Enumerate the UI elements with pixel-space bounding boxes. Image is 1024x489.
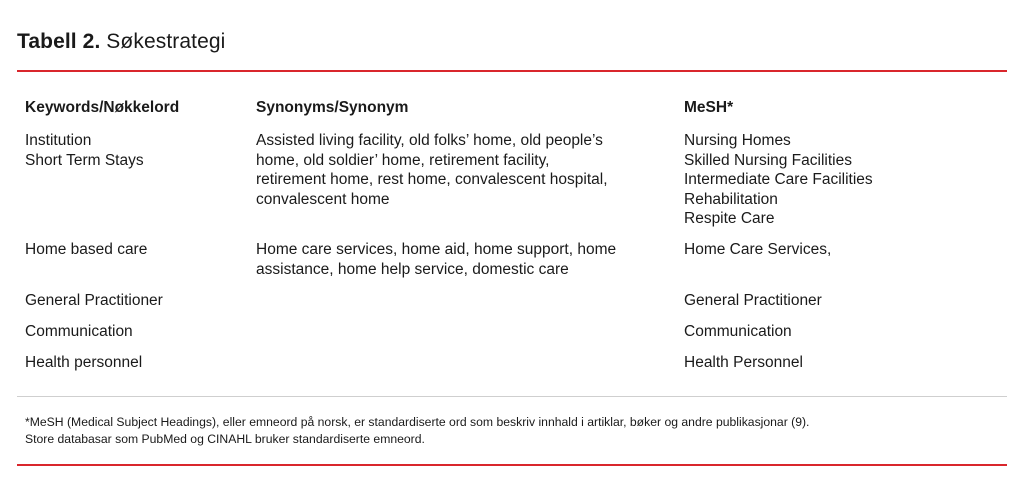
table-row-4-keywords [25,322,245,342]
cell-text: convalescent home [256,190,390,208]
cell-text: assistance, home help service, domestic care [256,260,569,278]
top-divider [17,70,1007,72]
table-row-3-mesh [684,291,984,311]
cell-text: home, old soldier’ home, retirement facility, [256,151,550,169]
cell-text: Home based care [25,241,148,258]
footnote-line: Store databasar som PubMed og CINAHL bruker standardiserte emneord. [25,432,425,446]
table-row-2-keywords [25,240,245,260]
footnote-divider [17,396,1007,397]
cell-text: Communication [25,323,133,340]
cell-text: Rehabilitation [684,190,778,208]
table-footnote [25,414,809,448]
cell-text: Institution [25,132,92,149]
cell-text: retirement home, rest home, convalescent hospital, [256,171,608,188]
table-row-2-synonyms [256,240,666,279]
footnote-line: *MeSH (Medical Subject Headings), eller emneord på norsk, er standardiserte ord som beskriv innhald i artiklar, bøker og andre publikasjonar (9). [25,415,810,429]
table-row-1-keywords [25,131,245,170]
header-keywords: Keywords/Nøkkelord [25,99,180,116]
bottom-divider [17,464,1007,466]
table-row-1-synonyms [256,131,666,209]
cell-text: Respite Care [684,210,775,227]
table-caption: Søkestrategi [100,30,226,53]
cell-text: Health personnel [25,354,143,371]
cell-text: Short Term Stays [25,151,144,169]
table-row-2-mesh [684,240,984,260]
table-row-1-mesh [684,131,984,229]
cell-text: Nursing Homes [684,132,791,149]
cell-text: Home care services, home aid, home support, home [256,241,617,258]
table-row-5-keywords [25,353,245,373]
cell-text: Skilled Nursing Facilities [684,151,852,169]
cell-text: Intermediate Care Facilities [684,171,873,188]
cell-text: Communication [684,323,792,340]
table-number: Tabell 2. [17,30,101,53]
header-mesh: MeSH* [684,99,734,116]
cell-text: Home Care Services, [684,241,832,258]
cell-text: Assisted living facility, old folks’ home, old people’s [256,132,603,149]
table-row-3-keywords [25,291,245,311]
table-row-5-mesh [684,353,984,373]
cell-text: General Practitioner [684,292,822,309]
cell-text: General Practitioner [25,292,163,309]
cell-text: Health Personnel [684,354,803,371]
table-title [17,30,225,54]
table-row-4-mesh [684,322,984,342]
header-synonyms: Synonyms/Synonym [256,99,409,116]
